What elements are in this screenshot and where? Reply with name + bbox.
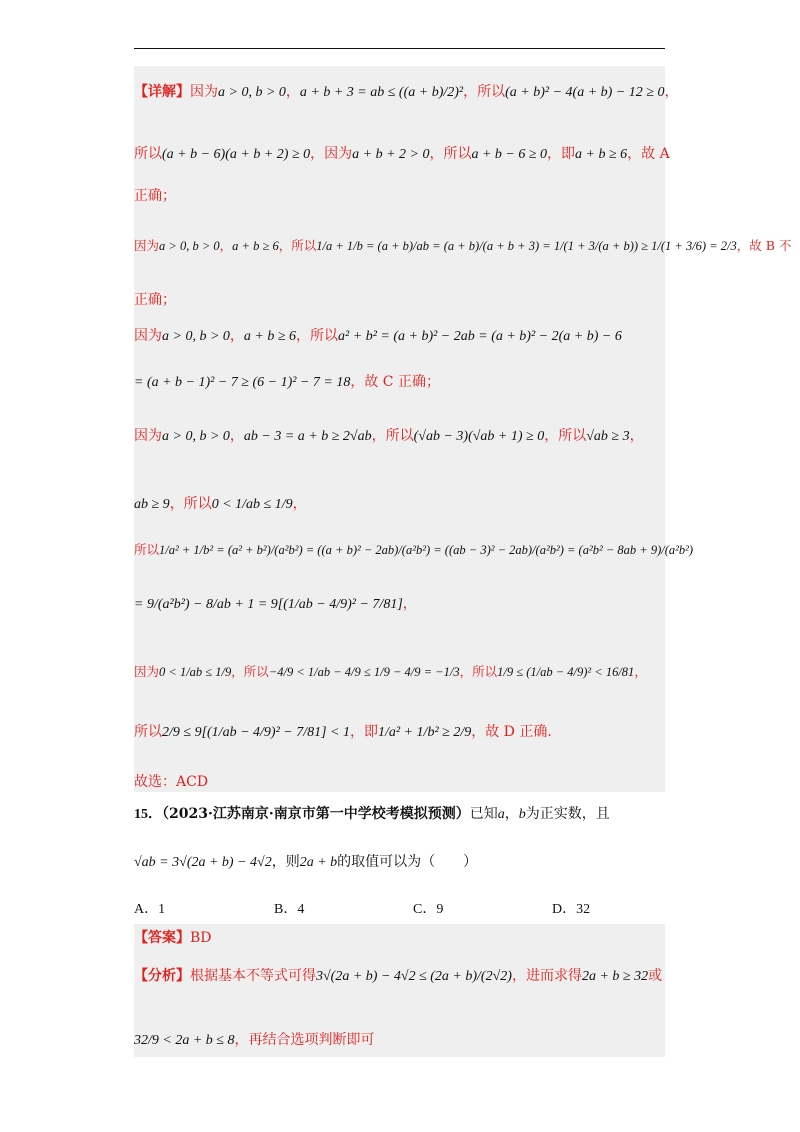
solution-line-13: 所以2/9 ≤ 9[(1/ab − 4/9)² − 7/81] < 1，即1/a² + 1/b² ≥ 2/9，故 D 正确. [134, 724, 552, 740]
analysis-line-2: 32/9 < 2a + b ≤ 8，再结合选项判断即可 [134, 1032, 375, 1048]
solution-line-2: 所以(a + b − 6)(a + b + 2) ≥ 0，因为a + b + 2 > 0，所以a + b − 6 ≥ 0，即a + b ≥ 6，故 A [134, 146, 670, 162]
solution-line-6: 因为a > 0, b > 0，a + b ≥ 6，所以a² + b² = (a + b)² − 2ab = (a + b)² − 2(a + b) − 6 [134, 328, 622, 344]
solution-line-4: 因为a > 0, b > 0，a + b ≥ 6，所以1/a + 1/b = (a + b)/ab = (a + b)/(a + b + 3) = 1/(1 + 3/(a + b)) ≥ 1/(1 + 3/6) = 2/3，故 B 不 [134, 238, 792, 253]
answer-line: 【答案】BD [134, 930, 212, 946]
solution-line-9: ab ≥ 9，所以0 < 1/ab ≤ 1/9， [134, 496, 307, 512]
solution-line-1: 【详解】因为a > 0, b > 0，a + b + 3 = ab ≤ ((a + b)/2)²，所以(a + b)² − 4(a + b) − 12 ≥ 0， [134, 84, 679, 100]
solution-line-8: 因为a > 0, b > 0，ab − 3 = a + b ≥ 2√ab，所以(√ab − 3)(√ab + 1) ≥ 0，所以√ab ≥ 3， [134, 428, 644, 444]
question-15-line-2: √ab = 3√(2a + b) − 4√2，则2a + b的取值可以为（ ） [134, 854, 478, 870]
option-a: A．1 [134, 902, 166, 917]
solution-line-12: 因为0 < 1/ab ≤ 1/9，所以−4/9 < 1/ab − 4/9 ≤ 1/9 − 4/9 = −1/3，所以1/9 ≤ (1/ab − 4/9)² < 16/81， [134, 664, 647, 679]
analysis-line-1: 【分析】根据基本不等式可得3√(2a + b) − 4√2 ≤ (2a + b)/(2√2)，进而求得2a + b ≥ 32或 [134, 968, 663, 984]
final-choice: 故选：ACD [134, 774, 209, 790]
solution-line-11: = 9/(a²b²) − 8/ab + 1 = 9[(1/ab − 4/9)² − 7/81]， [134, 596, 417, 612]
solution-line-5: 正确； [134, 292, 176, 308]
solution-line-10: 所以1/a² + 1/b² = (a² + b²)/(a²b²) = ((a + b)² − 2ab)/(a²b²) = ((ab − 3)² − 2ab)/(a²b²) = (a²b² − 8ab + 9)/(a²b²) [134, 542, 694, 557]
header-rule [134, 48, 665, 49]
solution-line-7: = (a + b − 1)² − 7 ≥ (6 − 1)² − 7 = 18，故 C 正确； [134, 374, 440, 390]
question-15-line-1: 15．（2023·江苏南京·南京市第一中学校考模拟预测）已知a，b为正实数，且 [134, 806, 610, 822]
solution-line-3: 正确； [134, 188, 176, 204]
option-c: C．9 [413, 902, 444, 917]
option-b: B．4 [274, 902, 305, 917]
option-d: D．32 [552, 902, 591, 917]
